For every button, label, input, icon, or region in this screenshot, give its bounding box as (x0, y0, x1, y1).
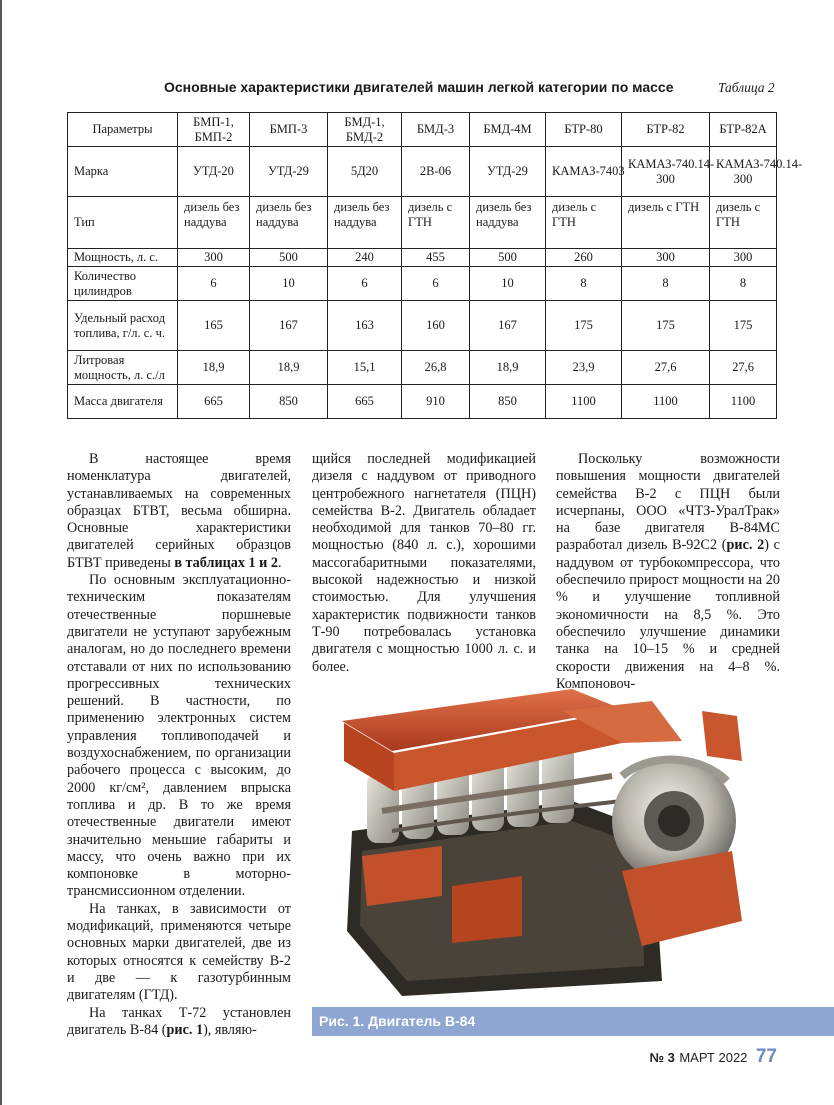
value-cell: 850 (470, 385, 546, 419)
value-cell: 1100 (622, 385, 710, 419)
figure-caption: Рис. 1. Двигатель В-84 (312, 1007, 834, 1036)
value-cell: 240 (328, 249, 402, 267)
value-cell: 26,8 (402, 351, 470, 385)
paragraph: По основным эксплуатационно-техническим показателям отечественные поршневые двигатели не уступают зарубежным аналогам, но до последнего времени отставали от них по использованию прогрессивных технических решений. В частности, по применению электронных систем управления топливоподачей и воздухоснабжением, по организации рабочего процесса с высоким, до 2000 кг/см², давлением впрыска топлива и др. В то же время отечественные двигатели имеют значительно меньшие габариты и массу, что очень важно при их компоновке в моторно-трансмиссионном отделении. (67, 572, 291, 900)
value-cell: 18,9 (250, 351, 328, 385)
value-cell: УТД-29 (250, 147, 328, 197)
value-cell: 2В-06 (402, 147, 470, 197)
text-column-3 (556, 451, 780, 693)
table-number: Таблица 2 (718, 80, 775, 95)
value-cell: 10 (470, 267, 546, 301)
param-cell: Литровая мощность, л. с./л (68, 351, 178, 385)
value-cell: 300 (710, 249, 777, 267)
issue-date: МАРТ 2022 (679, 1050, 748, 1065)
value-cell: КАМАЗ-7403 (546, 147, 622, 197)
param-cell: Масса двигателя (68, 385, 178, 419)
value-cell: дизель с ГТН (402, 197, 470, 249)
value-cell: 300 (178, 249, 250, 267)
engine-photo (322, 681, 754, 1006)
page-number: 77 (755, 1046, 777, 1067)
value-cell: 27,6 (710, 351, 777, 385)
value-cell: 18,9 (178, 351, 250, 385)
param-cell: Мощность, л. с. (68, 249, 178, 267)
value-cell: 500 (470, 249, 546, 267)
value-cell: 6 (328, 267, 402, 301)
figure-reference: рис. 1 (166, 1021, 204, 1038)
value-cell: 665 (178, 385, 250, 419)
table-row (68, 249, 777, 267)
value-cell: 18,9 (470, 351, 546, 385)
header-cell: Параметры (68, 113, 178, 147)
value-cell: дизель без наддува (178, 197, 250, 249)
value-cell: дизель без наддува (470, 197, 546, 249)
value-cell: 160 (402, 301, 470, 351)
table-title: Основные характеристики двигателей машин легкой категории по массе (164, 79, 674, 95)
header-cell: БТР-82А (710, 113, 777, 147)
header-cell: БМП-1, БМП-2 (178, 113, 250, 147)
issue-number: № 3 (649, 1050, 675, 1065)
value-cell: УТД-29 (470, 147, 546, 197)
page-edge (0, 0, 2, 1105)
header-cell: БТР-82 (622, 113, 710, 147)
value-cell: 6 (402, 267, 470, 301)
value-cell: дизель с ГТН (622, 197, 710, 249)
table-row (68, 147, 777, 197)
table-reference: в таблицах 1 и 2 (174, 554, 278, 571)
text-column-2 (312, 451, 536, 676)
page-footer (650, 1046, 777, 1068)
value-cell: 5Д20 (328, 147, 402, 197)
value-cell: 260 (546, 249, 622, 267)
value-cell: 167 (250, 301, 328, 351)
value-cell: 15,1 (328, 351, 402, 385)
paragraph: На танках Т-72 установлен двигатель В-84 (рис. 1), являю- (67, 1004, 291, 1038)
table-header-row (68, 113, 777, 147)
figure-reference: рис. 2 (726, 537, 765, 554)
value-cell: 23,9 (546, 351, 622, 385)
value-cell: КАМАЗ-740.14-300 (710, 147, 777, 197)
param-cell: Количество цилиндров (68, 267, 178, 301)
header-cell: БТР-80 (546, 113, 622, 147)
value-cell: 175 (710, 301, 777, 351)
paragraph: На танках, в зависимости от модификаций, применяются четыре основных марки двигателей, две из которых относятся к семейству В-2 и две — к газотурбинным двигателям (ГТД). (67, 900, 291, 1004)
value-cell: 1100 (710, 385, 777, 419)
value-cell: дизель с ГТН (710, 197, 777, 249)
value-cell: КАМАЗ-740.14-300 (622, 147, 710, 197)
value-cell: дизель без наддува (328, 197, 402, 249)
paragraph: В настоящее время номенклатура двигателей, устанавливаемых на современных образцах БТВТ, весьма обширна. Основные характеристики двигателей серийных образцов БТВТ приведены в таблицах 1 и 2. (67, 451, 291, 571)
value-cell: 8 (710, 267, 777, 301)
paragraph: Поскольку возможности повышения мощности двигателей семейства В-2 с ПЦН были исчерпаны, ООО «ЧТЗ-УралТрак» на базе двигателя В-84МС разработал дизель В-92С2 (рис. 2) с наддувом от турбокомпрессора, что обеспечило прирост мощности на 20 % и улучшение топливной экономичности на 8,5 %. Это обеспечило улучшение динамики танка на 10–15 % и средней скорости движения на 4–8 %. Компоновоч- (556, 451, 780, 692)
header-cell: БМД-4М (470, 113, 546, 147)
header-cell: БМП-3 (250, 113, 328, 147)
value-cell: 1100 (546, 385, 622, 419)
value-cell: 175 (546, 301, 622, 351)
value-cell: 27,6 (622, 351, 710, 385)
value-cell: 6 (178, 267, 250, 301)
table-row (68, 301, 777, 351)
param-cell: Удельный расход топлива, г/л. с. ч. (68, 301, 178, 351)
table-row (68, 197, 777, 249)
value-cell: 500 (250, 249, 328, 267)
value-cell: 163 (328, 301, 402, 351)
param-cell: Тип (68, 197, 178, 249)
value-cell: 300 (622, 249, 710, 267)
engine-spec-table (67, 112, 803, 419)
text-column-1 (67, 451, 291, 1039)
param-cell: Марка (68, 147, 178, 197)
value-cell: 165 (178, 301, 250, 351)
value-cell: 910 (402, 385, 470, 419)
table-row (68, 385, 777, 419)
table-row (68, 267, 777, 301)
table-row (68, 351, 777, 385)
value-cell: дизель с ГТН (546, 197, 622, 249)
value-cell: дизель без наддува (250, 197, 328, 249)
value-cell: УТД-20 (178, 147, 250, 197)
value-cell: 850 (250, 385, 328, 419)
value-cell: 10 (250, 267, 328, 301)
header-cell: БМД-1, БМД-2 (328, 113, 402, 147)
paragraph: щийся последней модификацией дизеля с наддувом от приводного центробежного нагнетателя (ПЦН) семейства В-2. Двигатель обладает необходимой для танков 70–80 гг. мощностью (840 л. с.), хорошими массогабаритными показателями, высокой надежностью и низкой стоимостью. Для улучшения характеристик подвижности танков Т-90 потребовалась установка двигателя с мощностью 1000 л. с. и более. (312, 451, 536, 675)
value-cell: 8 (546, 267, 622, 301)
value-cell: 8 (622, 267, 710, 301)
value-cell: 167 (470, 301, 546, 351)
value-cell: 665 (328, 385, 402, 419)
header-cell: БМД-3 (402, 113, 470, 147)
value-cell: 175 (622, 301, 710, 351)
value-cell: 455 (402, 249, 470, 267)
